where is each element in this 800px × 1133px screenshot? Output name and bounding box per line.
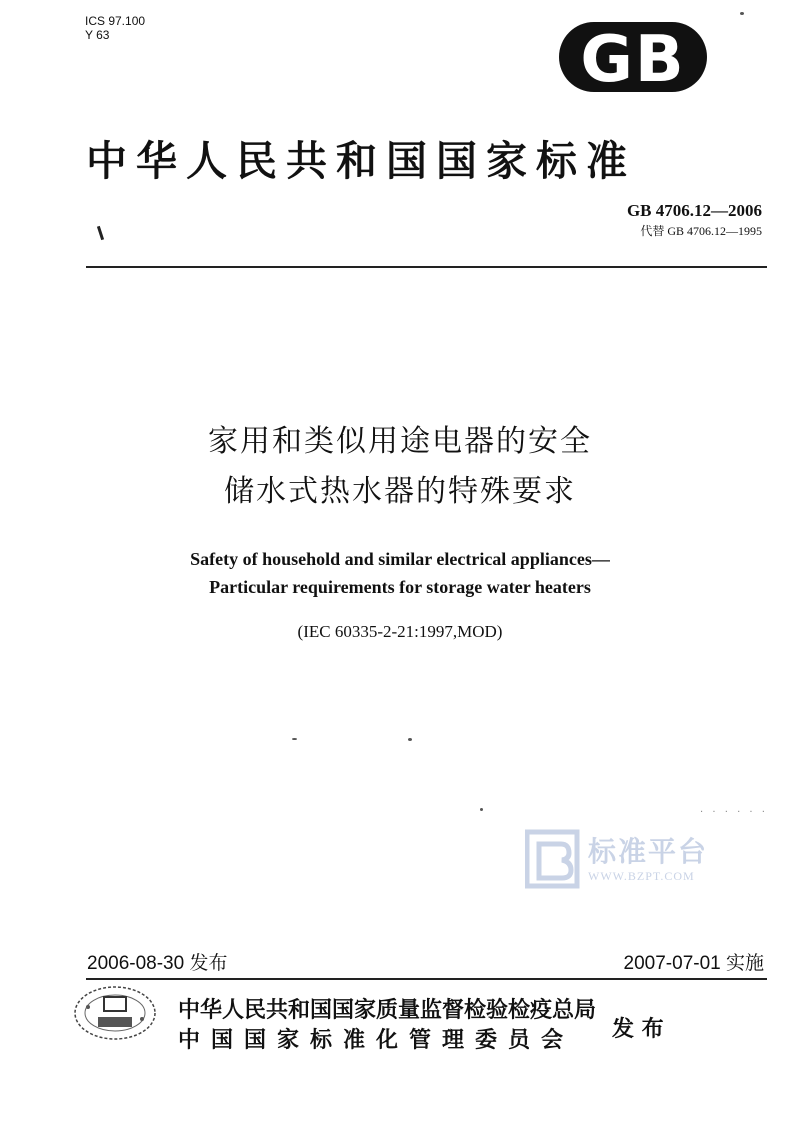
- chinese-title-line1: 家用和类似用途电器的安全: [208, 424, 592, 459]
- footer-divider: [86, 978, 767, 980]
- english-title: [0, 545, 800, 601]
- seal-stamp-icon: [70, 983, 160, 1043]
- scan-speck: [292, 738, 297, 740]
- scan-speck: [480, 808, 483, 811]
- scan-mark: [97, 226, 104, 240]
- gb-logo: [553, 20, 713, 94]
- standard-number: GB 4706.12—2006: [626, 201, 762, 220]
- scan-dots: · · · · · ·: [700, 807, 768, 818]
- issuer-sac: 中国国家标准化管理委员会: [178, 1028, 575, 1053]
- ics-code: ICS 97.100: [85, 14, 146, 28]
- standard-code-block: [627, 201, 762, 239]
- issuing-authorities: [178, 996, 596, 1056]
- publish-label: 发 布: [612, 1017, 664, 1042]
- chinese-title: [0, 417, 800, 517]
- iec-reference: (IEC 60335-2-21:1997,MOD): [297, 622, 503, 641]
- replaced-standard: 代替 GB 4706.12—1995: [640, 224, 762, 238]
- implementation-date: 2007-07-01 实施: [623, 953, 764, 974]
- gb-logo-text: GB: [580, 23, 686, 94]
- issuer-aqsiq: 中华人民共和国国家质量监督检验检疫总局: [178, 998, 597, 1023]
- watermark-text: 标准平台: [588, 835, 709, 868]
- header-divider: [86, 266, 767, 268]
- english-title-line1: Safety of household and similar electrical appliances—: [190, 549, 610, 569]
- issue-date: 2006-08-30 发布: [87, 953, 228, 974]
- english-title-line2: Particular requirements for storage water heaters: [209, 577, 591, 597]
- ccs-code: Y 63: [85, 28, 110, 42]
- standard-type-title: 中华人民共和国国家标准: [86, 137, 636, 185]
- ics-code-block: [85, 14, 145, 42]
- watermark-url: WWW.BZPT.COM: [588, 869, 695, 883]
- scan-speck: [740, 12, 744, 15]
- scan-speck: [408, 738, 412, 741]
- chinese-title-line2: 储水式热水器的特殊要求: [224, 474, 576, 509]
